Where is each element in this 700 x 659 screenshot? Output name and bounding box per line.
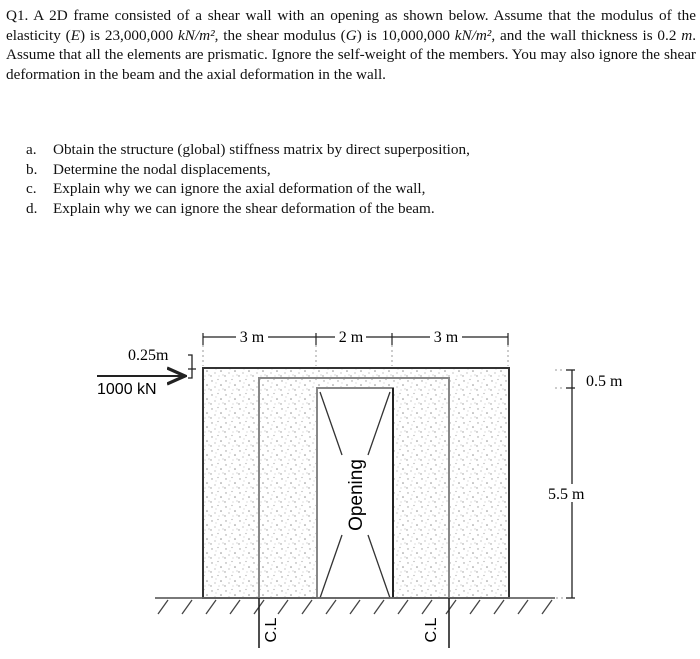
question-label: Q1.: [6, 7, 29, 24]
task-marker: c.: [26, 180, 37, 197]
beam-depth-label: 0.5 m: [586, 373, 623, 390]
task-text: Explain why we can ignore the axial deformation of the wall,: [53, 180, 426, 197]
dim-3m-left: 3 m: [239, 329, 265, 346]
ground-hatch: [158, 600, 552, 614]
centerline-left-label: C.L: [263, 617, 280, 643]
task-text: Determine the nodal displacements,: [53, 160, 271, 178]
question-text: ) is 10,000,000: [356, 26, 455, 44]
task-marker: a.: [26, 141, 37, 158]
unit-G: kN/m²: [454, 26, 492, 44]
dim-3m-right: 3 m: [433, 329, 459, 346]
task-marker: b.: [26, 160, 38, 178]
question-text: ) is 23,000,000: [80, 26, 179, 44]
question-text: . Assume that all the elements are prismatic. Ignore the self-weight of the members. You may also ignore the shear deformation in the beam and the axial deformation in the wall.: [6, 26, 697, 83]
task-text: Obtain the structure (global) stiffness matrix by direct superposition,: [53, 141, 470, 158]
task-text: Explain why we can ignore the shear deformation of the beam.: [53, 199, 435, 217]
unit-E: kN/m²: [178, 26, 215, 44]
wall-height-label: 5.5 m: [548, 486, 585, 503]
load-label: 1000 kN: [97, 381, 157, 398]
question-text: , and the wall thickness is 0.2: [491, 26, 682, 44]
dim-2m: 2 m: [338, 329, 364, 346]
centerline-right-label: C.L: [423, 617, 440, 643]
load-offset-bracket: [188, 355, 196, 378]
task-marker: d.: [26, 199, 38, 217]
question-text: , the shear modulus (: [214, 26, 346, 44]
symbol-E: E: [70, 26, 80, 44]
symbol-G: G: [345, 26, 357, 44]
load-offset-label: 0.25m: [128, 347, 169, 364]
unit-thickness: m: [681, 26, 693, 44]
question-text: A 2D frame consisted of a shear wall with an opening as shown below. Assume that the modulus of the elasticity (: [6, 7, 696, 44]
opening-label: Opening: [346, 459, 367, 531]
